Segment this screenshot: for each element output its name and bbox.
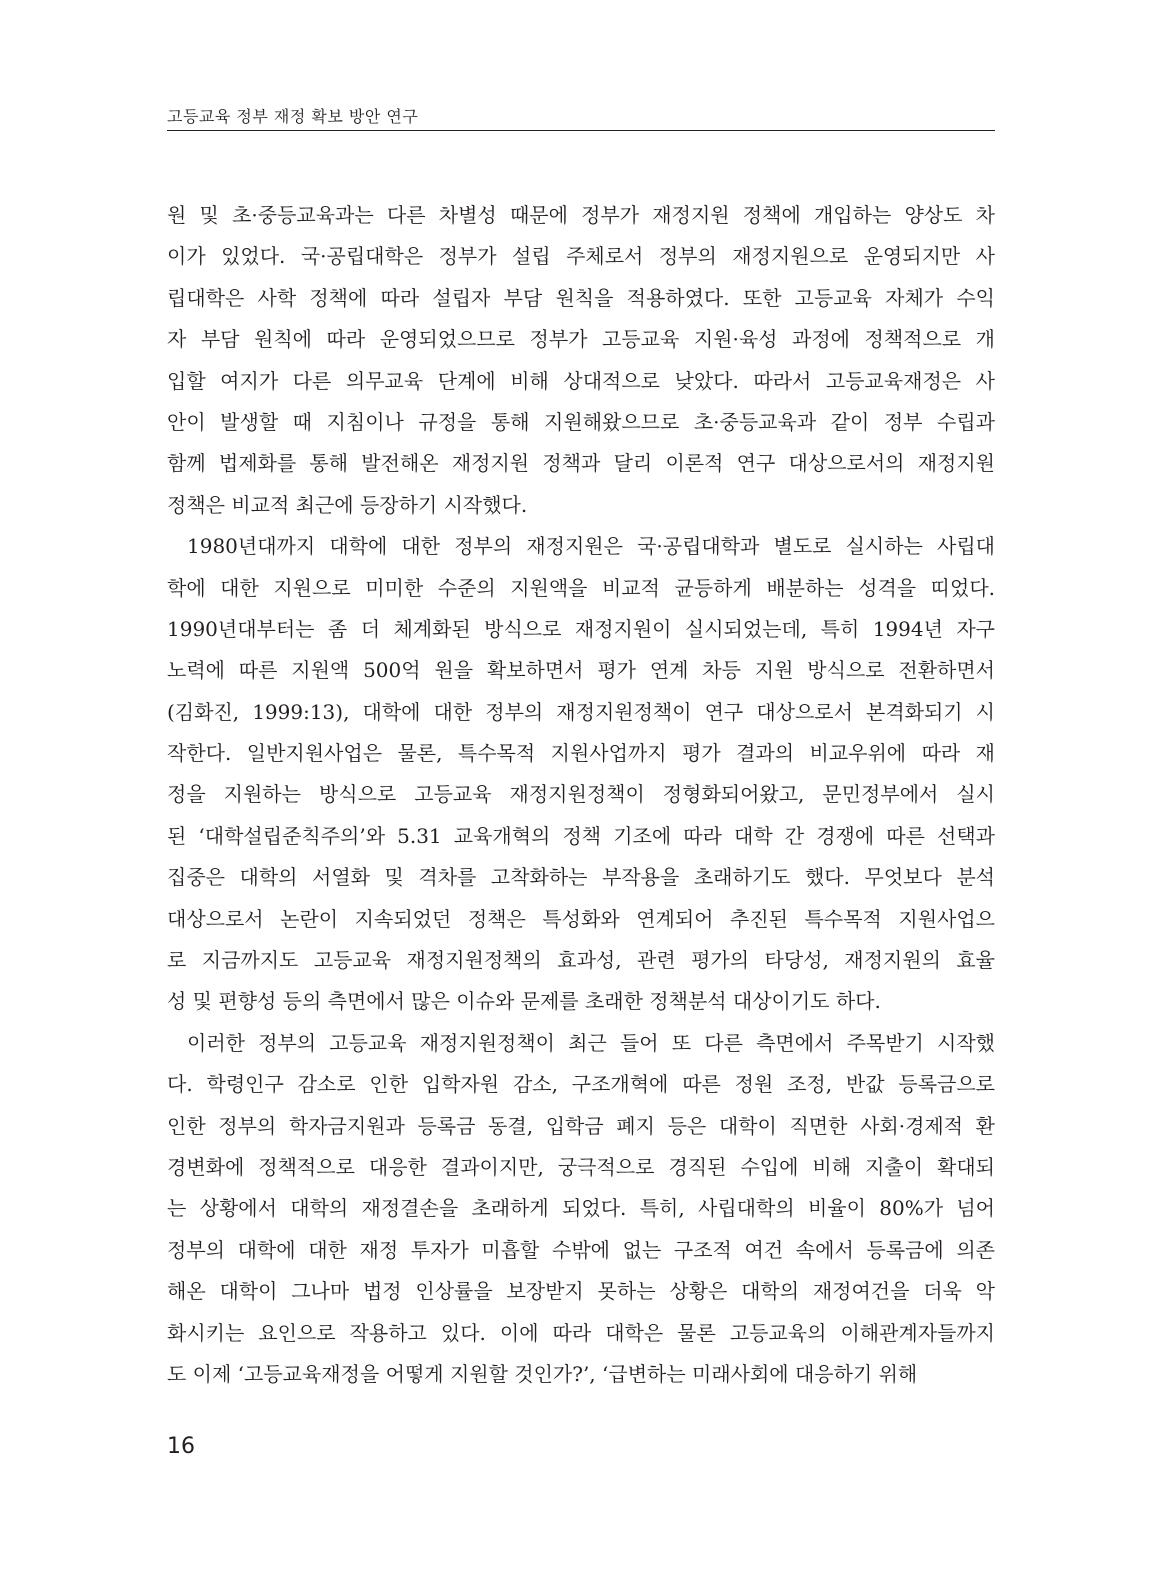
paragraph-line: 집중은 대학의 서열화 및 격차를 고착화하는 부작용을 초래하기도 했다. 무엇보다 분석 <box>167 865 995 890</box>
paragraph-line: 입할 여지가 다른 의무교육 단계에 비해 상대적으로 낮았다. 따라서 고등교육재정은 사 <box>167 368 995 393</box>
paragraph-line: 인한 정부의 학자금지원과 등록금 동결, 입학금 폐지 등은 대학이 직면한 사회·경제적 환 <box>167 1113 995 1138</box>
paragraph-line: 된 ‘대학설립준칙주의’와 5.31 교육개혁의 정책 기조에 따라 대학 간 경쟁에 따른 선택과 <box>167 823 995 848</box>
paragraph-line: 해온 대학이 그나마 법정 인상률을 보장받지 못하는 상황은 대학의 재정여건을 더욱 악 <box>167 1279 995 1304</box>
paragraph-line: 정책은 비교적 최근에 등장하기 시작했다. <box>167 492 528 517</box>
paragraph <box>167 526 995 1023</box>
paragraph-line: 함께 법제화를 통해 발전해온 재정지원 정책과 달리 이론적 연구 대상으로서의 재정지원 <box>167 451 995 476</box>
paragraph-line: 도 이제 ‘고등교육재정을 어떻게 지원할 것인가?’, ‘급변하는 미래사회에 대응하기 위해 <box>167 1361 918 1386</box>
paragraph-line: 이러한 정부의 고등교육 재정지원정책이 최근 들어 또 다른 측면에서 주목받기 시작했 <box>187 1030 995 1055</box>
paragraph-line: 1980년대까지 대학에 대한 정부의 재정지원은 국·공립대학과 별도로 실시하는 사립대 <box>187 534 995 559</box>
paragraph <box>167 1023 995 1396</box>
paragraph-line: 학에 대한 지원으로 미미한 수준의 지원액을 비교적 균등하게 배분하는 성격을 띠었다. <box>167 575 995 600</box>
paragraph <box>167 195 995 526</box>
paragraph-line: 작한다. 일반지원사업은 물론, 특수목적 지원사업까지 평가 결과의 비교우위에 따라 재 <box>167 741 995 766</box>
header-divider <box>167 130 995 131</box>
body-text <box>167 195 995 1395</box>
page-number: 16 <box>167 1434 195 1459</box>
paragraph-line: (김화진, 1999:13), 대학에 대한 정부의 재정지원정책이 연구 대상으로서 본격화되기 시 <box>167 699 995 724</box>
paragraph-line: 안이 발생할 때 지침이나 규정을 통해 지원해왔으므로 초·중등교육과 같이 정부 수립과 <box>167 409 995 434</box>
paragraph-line: 화시키는 요인으로 작용하고 있다. 이에 따라 대학은 물론 고등교육의 이해관계자들까지 <box>167 1320 995 1345</box>
paragraph-line: 립대학은 사학 정책에 따라 설립자 부담 원칙을 적용하였다. 또한 고등교육 자체가 수익 <box>167 285 995 310</box>
paragraph-line: 는 상황에서 대학의 재정결손을 초래하게 되었다. 특히, 사립대학의 비율이 80%가 넘어 <box>167 1196 995 1221</box>
running-header-title: 고등교육 정부 재정 확보 방안 연구 <box>167 107 419 126</box>
paragraph-line: 자 부담 원칙에 따라 운영되었으므로 정부가 고등교육 지원·육성 과정에 정책적으로 개 <box>167 327 995 352</box>
paragraph-line: 로 지금까지도 고등교육 재정지원정책의 효과성, 관련 평가의 타당성, 재정지원의 효율 <box>167 948 995 973</box>
paragraph-line: 대상으로서 논란이 지속되었던 정책은 특성화와 연계되어 추진된 특수목적 지원사업으 <box>167 906 995 931</box>
paragraph-line: 다. 학령인구 감소로 인한 입학자원 감소, 구조개혁에 따른 정원 조정, 반값 등록금으로 <box>167 1072 995 1097</box>
paragraph-line: 정을 지원하는 방식으로 고등교육 재정지원정책이 정형화되어왔고, 문민정부에서 실시 <box>167 782 995 807</box>
paragraph-line: 1990년대부터는 좀 더 체계화된 방식으로 재정지원이 실시되었는데, 특히 1994년 자구 <box>167 616 995 641</box>
paragraph-line: 경변화에 정책적으로 대응한 결과이지만, 궁극적으로 경직된 수입에 비해 지출이 확대되 <box>167 1154 995 1179</box>
paragraph-line: 성 및 편향성 등의 측면에서 많은 이슈와 문제를 초래한 정책분석 대상이기도 하다. <box>167 989 881 1014</box>
paragraph-line: 노력에 따른 지원액 500억 원을 확보하면서 평가 연계 차등 지원 방식으로 전환하면서 <box>167 658 995 683</box>
paragraph-line: 정부의 대학에 대한 재정 투자가 미흡할 수밖에 없는 구조적 여건 속에서 등록금에 의존 <box>167 1237 995 1262</box>
paragraph-line: 이가 있었다. 국·공립대학은 정부가 설립 주체로서 정부의 재정지원으로 운영되지만 사 <box>167 244 995 269</box>
paragraph-line: 원 및 초·중등교육과는 다른 차별성 때문에 정부가 재정지원 정책에 개입하는 양상도 차 <box>167 203 995 227</box>
